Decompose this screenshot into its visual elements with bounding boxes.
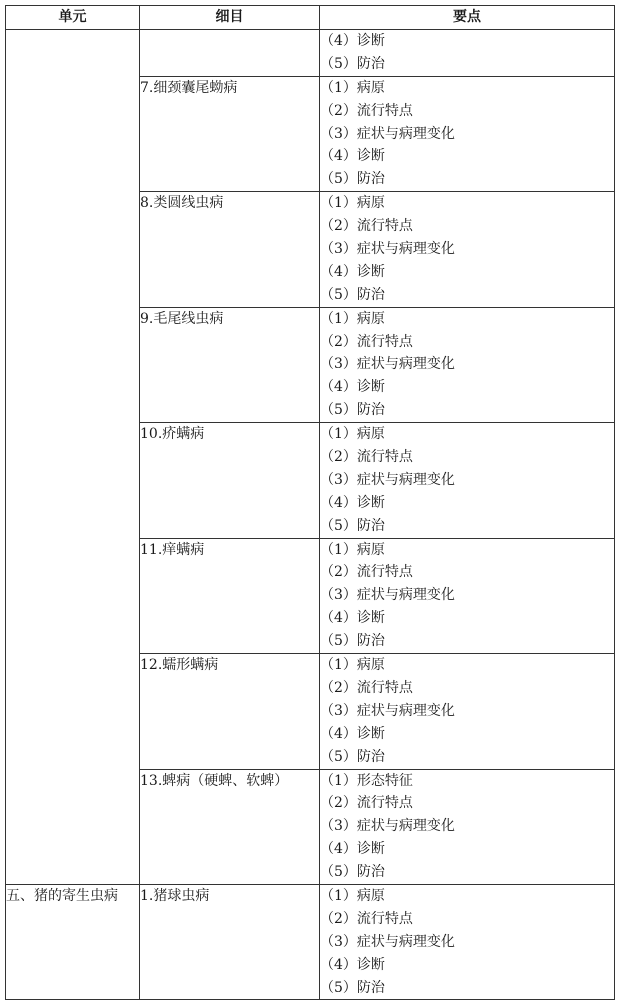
- point-text: （3）症状与病理变化: [320, 818, 455, 835]
- point-text: （5）防治: [320, 633, 385, 650]
- item-cell: 12.蠕形螨病: [140, 654, 320, 769]
- point-text: （1）病原: [320, 541, 385, 558]
- header-row: [6, 6, 615, 30]
- point-text: （1）病原: [320, 195, 385, 212]
- points-cell: [320, 538, 615, 653]
- points-cell: [320, 884, 615, 999]
- point-text: （2）流行特点: [320, 795, 413, 812]
- point-text: （2）流行特点: [320, 333, 413, 350]
- point-text: （3）症状与病理变化: [320, 125, 455, 142]
- point-text: （4）诊断: [320, 263, 385, 280]
- point-text: （1）病原: [320, 887, 385, 904]
- point-text: （2）流行特点: [320, 564, 413, 581]
- points-cell: [320, 423, 615, 538]
- item-cell: 13.蜱病（硬蜱、软蜱）: [140, 769, 320, 884]
- point-text: （5）防治: [320, 864, 385, 881]
- point-text: （5）防治: [320, 402, 385, 419]
- point-text: （3）症状与病理变化: [320, 471, 455, 488]
- item-cell: 1.猪球虫病: [140, 884, 320, 999]
- points-cell: [320, 307, 615, 422]
- point-text: （4）诊断: [320, 610, 385, 627]
- item-cell: [140, 30, 320, 77]
- point-text: （4）诊断: [320, 725, 385, 742]
- item-cell: 7.细颈囊尾蚴病: [140, 76, 320, 191]
- point-text: （3）症状与病理变化: [320, 702, 455, 719]
- point-text: （2）流行特点: [320, 449, 413, 466]
- point-text: （4）诊断: [320, 33, 385, 49]
- points-cell: [320, 769, 615, 884]
- point-text: （2）流行特点: [320, 910, 413, 927]
- point-text: （1）病原: [320, 310, 385, 327]
- item-cell: 8.类圆线虫病: [140, 192, 320, 307]
- point-text: （4）诊断: [320, 148, 385, 165]
- point-text: （2）流行特点: [320, 102, 413, 119]
- table-row: [6, 30, 615, 77]
- point-text: （2）流行特点: [320, 218, 413, 235]
- header-item: 细目: [140, 6, 320, 30]
- item-cell: 11.痒螨病: [140, 538, 320, 653]
- point-text: （5）防治: [320, 171, 385, 188]
- point-text: （2）流行特点: [320, 679, 413, 696]
- point-text: （5）防治: [320, 517, 385, 534]
- item-cell: 9.毛尾线虫病: [140, 307, 320, 422]
- point-text: （1）病原: [320, 657, 385, 674]
- table-row: [6, 884, 615, 999]
- point-text: （4）诊断: [320, 956, 385, 973]
- unit-cell: 五、猪的寄生虫病: [6, 884, 140, 999]
- point-text: （4）诊断: [320, 379, 385, 396]
- syllabus-table: [5, 5, 615, 1000]
- point-text: （3）症状与病理变化: [320, 241, 455, 258]
- point-text: （5）防治: [320, 286, 385, 303]
- points-cell: [320, 654, 615, 769]
- point-text: （5）防治: [320, 748, 385, 765]
- unit-cell: [6, 30, 140, 885]
- point-text: （3）症状与病理变化: [320, 356, 455, 373]
- point-text: （1）形态特征: [320, 772, 413, 789]
- point-text: （4）诊断: [320, 494, 385, 511]
- header-points: 要点: [320, 6, 615, 30]
- points-cell: [320, 30, 615, 77]
- point-text: （1）病原: [320, 426, 385, 443]
- point-text: （4）诊断: [320, 841, 385, 858]
- point-text: （1）病原: [320, 79, 385, 96]
- point-text: （5）防治: [320, 979, 385, 996]
- points-cell: [320, 76, 615, 191]
- header-unit: 单元: [6, 6, 140, 30]
- points-cell: [320, 192, 615, 307]
- point-text: （3）症状与病理变化: [320, 587, 455, 604]
- item-cell: 10.疥螨病: [140, 423, 320, 538]
- point-text: （3）症状与病理变化: [320, 933, 455, 950]
- point-text: （5）防治: [320, 55, 385, 72]
